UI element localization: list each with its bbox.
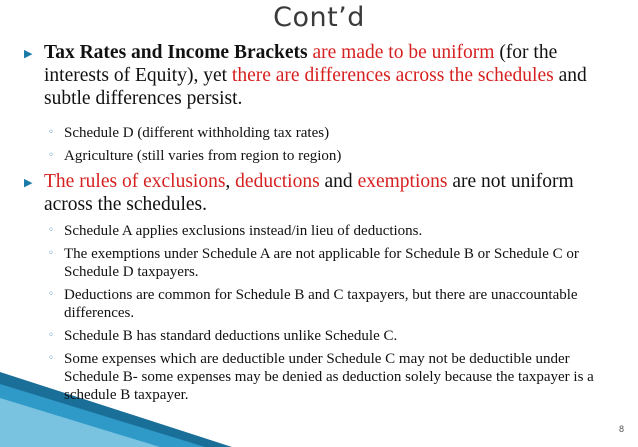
sub-bullet-text: The exemptions under Schedule A are not applicable for Schedule B or Schedule C or Schedule D taxpayers.	[64, 246, 579, 280]
arrow-bullet-icon: ▶	[24, 47, 33, 60]
page-number: 8	[618, 424, 624, 434]
bullet-tax-rates-text: (for the interests of Equity), yet	[44, 42, 558, 86]
bullet-tax-rates-highlight: are made to be uniform	[312, 42, 495, 63]
bullet-exclusion-rules-text: and	[319, 171, 358, 192]
bullet-exclusion-rules-highlight: deductions	[235, 171, 320, 192]
bullet-exclusion-rules-text: are not uniform across the schedules.	[44, 171, 574, 215]
bullet-exclusion-rules	[24, 170, 616, 216]
bullet-exclusion-rules-text: ,	[225, 171, 236, 192]
bullet-tax-rates-highlight: there are differences across the schedules	[231, 65, 554, 86]
sub-bullet-text: Schedule D (different withholding tax rates)	[64, 125, 330, 141]
sub-bullet-text: Some expenses which are deductible under Schedule C may not be deductible under Schedule B- some expenses may be denied as deduction solely because the taxpayer is a schedule B taxpayer.	[64, 351, 594, 403]
bullet-tax-rates-text: and subtle differences persist.	[44, 65, 587, 109]
bullet-exclusion-rules-highlight: The rules of exclusions	[44, 171, 226, 192]
sub-bullet-schedule-a-exemptions	[48, 245, 624, 281]
sub-bullet-deductions-common	[48, 286, 624, 322]
ring-bullet-icon: ◦	[48, 248, 54, 259]
ring-bullet-icon: ◦	[48, 330, 54, 341]
ring-bullet-icon: ◦	[48, 150, 54, 161]
sub-bullet-schedule-a-exclusions	[48, 222, 624, 240]
ring-bullet-icon: ◦	[48, 289, 54, 300]
slide-title: Cont’d	[273, 2, 365, 33]
sub-bullet-schedule-d	[48, 124, 624, 142]
sub-bullet-expenses	[48, 350, 624, 404]
bullet-tax-rates	[24, 41, 616, 110]
sub-bullet-text: Agriculture (still varies from region to region)	[64, 148, 342, 164]
sub-bullet-standard-deductions	[48, 327, 624, 345]
sub-bullet-text: Schedule A applies exclusions instead/in lieu of deductions.	[64, 223, 423, 239]
sub-bullet-text: Deductions are common for Schedule B and C taxpayers, but there are unaccountable differences.	[64, 287, 578, 321]
arrow-bullet-icon: ▶	[24, 176, 33, 189]
ring-bullet-icon: ◦	[48, 225, 54, 236]
sub-bullet-text: Schedule B has standard deductions unlike Schedule C.	[64, 328, 398, 344]
ring-bullet-icon: ◦	[48, 353, 54, 364]
ring-bullet-icon: ◦	[48, 127, 54, 138]
sub-bullet-agriculture	[48, 147, 624, 165]
bullet-exclusion-rules-highlight: exemptions	[357, 171, 448, 192]
bullet-tax-rates-heading: Tax Rates and Income Brackets	[44, 42, 308, 63]
